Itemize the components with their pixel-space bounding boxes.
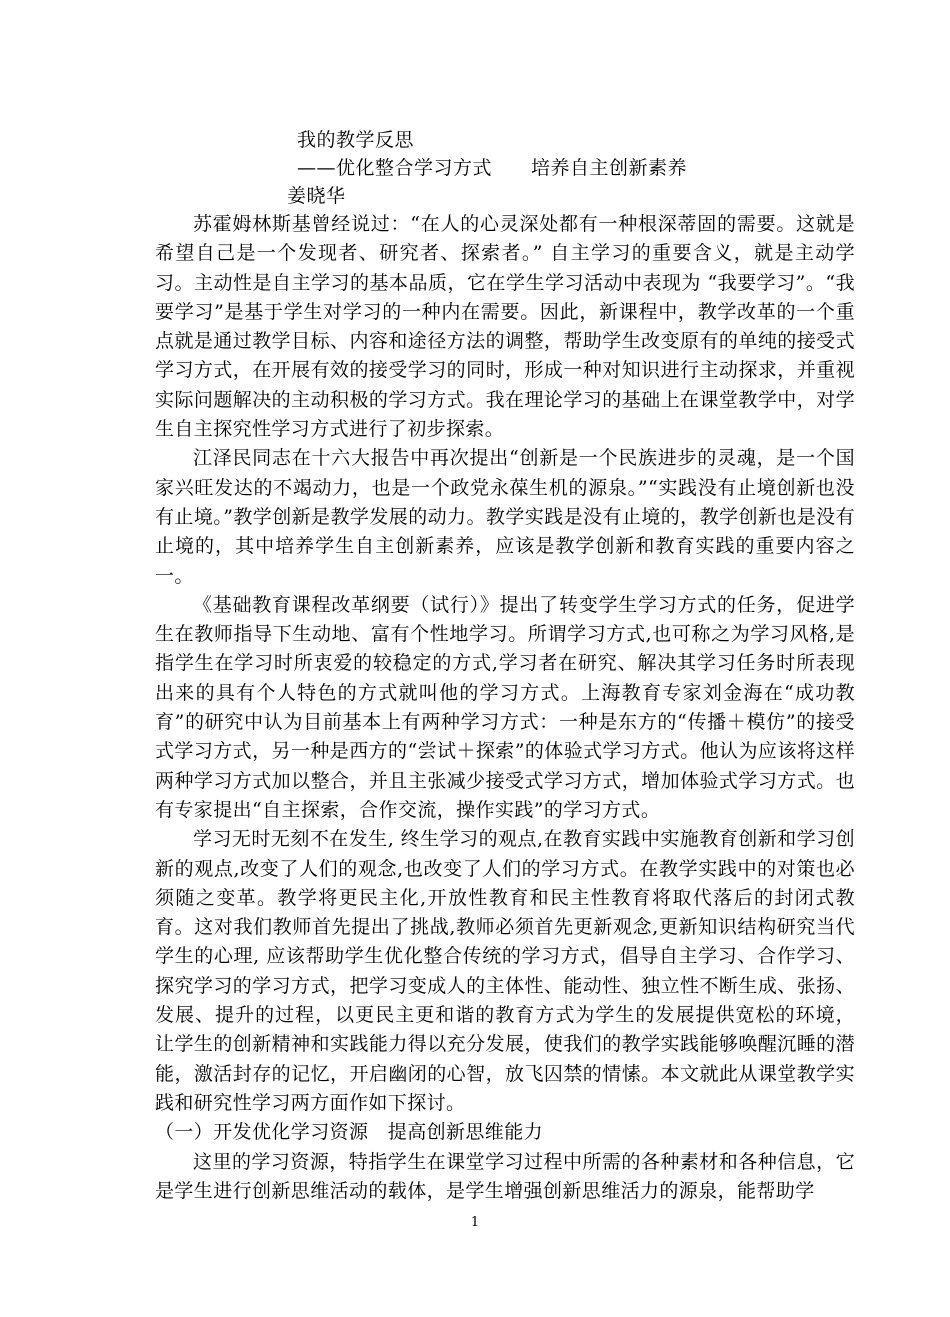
paragraph-2: 江泽民同志在十六大报告中再次提出“创新是一个民族进步的灵魂，是一个国家兴旺发达的不竭动力，也是一个政党永葆生机的源泉。”“实践没有止境创新也没有止境。”教学创新是教学发展的动力。教学实践是没有止境的，教学创新也是没有止境的，其中培养学生自主创新素养，应该是教学创新和教育实践的重要内容之一。 — [155, 447, 855, 587]
paragraph-1: 苏霍姆林斯基曾经说过：“在人的心灵深处都有一种根深蒂固的需要。这就是希望自己是一个发现者、研究者、探索者。” 自主学习的重要含义，就是主动学习。主动性是自主学习的基本品质，它在学生学习活动中表现为 “我要学习”。“我要学习”是基于学生对学习的一种内在需要。因此，新课程中，教学改革的一个重点就是通过教学目标、内容和途径方法的调整，帮助学生改变原有的单纯的接受式学习方式，在开展有效的接受学习的同时，形成一种对知识进行主动探求，并重视实际问题解决的主动积极的学习方式。我在理论学习的基础上在课堂教学中，对学生自主探究性学习方式进行了初步探索。 — [155, 213, 855, 441]
section-heading: （一）开发优化学习资源 提高创新思维能力 — [155, 1121, 544, 1144]
document-subtitle: ——优化整合学习方式 培养自主创新素养 — [297, 157, 688, 179]
paragraph-4: 学习无时无刻不在发生, 终生学习的观点,在教育实践中实施教育创新和学习创新的观点,改变了人们的观念,也改变了人们的学习方式。在教学实践中的对策也必须随之变革。教学将更民主化,开放性教育和民主性教育将取代落后的封闭式教育。这对我们教师首先提出了挑战,教师必须首先更新观念,更新知识结构研究当代学生的心理, 应该帮助学生优化整合传统的学习方式，倡导自主学习、合作学习、探究学习的学习方式，把学习变成人的主体性、能动性、独立性不断生成、张扬、发展、提升的过程，以更民主更和谐的教育方式为学生的发展提供宽松的环境， 让学生的创新精神和实践能力得以充分发展，使我们的教学实践能够唤醒沉睡的潜能，激活封存的记忆，开启幽闭的心智，放飞囚禁的情愫。本文就此从课堂教学实践和研究性学习两方面作如下探讨。 — [155, 828, 855, 1114]
document-author: 姜晓华 — [287, 185, 346, 207]
page-number: 1 — [470, 1215, 480, 1230]
document-title: 我的教学反思 — [297, 129, 415, 151]
body-text — [155, 210, 855, 1206]
section-paragraph: 这里的学习资源，特指学生在课堂学习过程中所需的各种素材和各种信息，它是学生进行创新思维活动的载体，是学生增强创新思维活力的源泉，能帮助学 — [155, 1150, 855, 1202]
paragraph-3: 《基础教育课程改革纲要（试行）》提出了转变学生学习方式的任务，促进学生在教师指导下生动地、富有个性地学习。所谓学习方式,也可称之为学习风格,是指学生在学习时所衷爱的较稳定的方式,学习者在研究、解决其学习任务时所表现出来的具有个人特色的方式就叫他的学习方式。上海教育专家刘金海在“成功教育”的研究中认为目前基本上有两种学习方式：一种是东方的“传播＋模仿”的接受式学习方式，另一种是西方的“尝试＋探索”的体验式学习方式。他认为应该将这样两种学习方式加以整合，并且主张减少接受式学习方式，增加体验式学习方式。也有专家提出“自主探索，合作交流，操作实践”的学习方式。 — [155, 593, 855, 821]
